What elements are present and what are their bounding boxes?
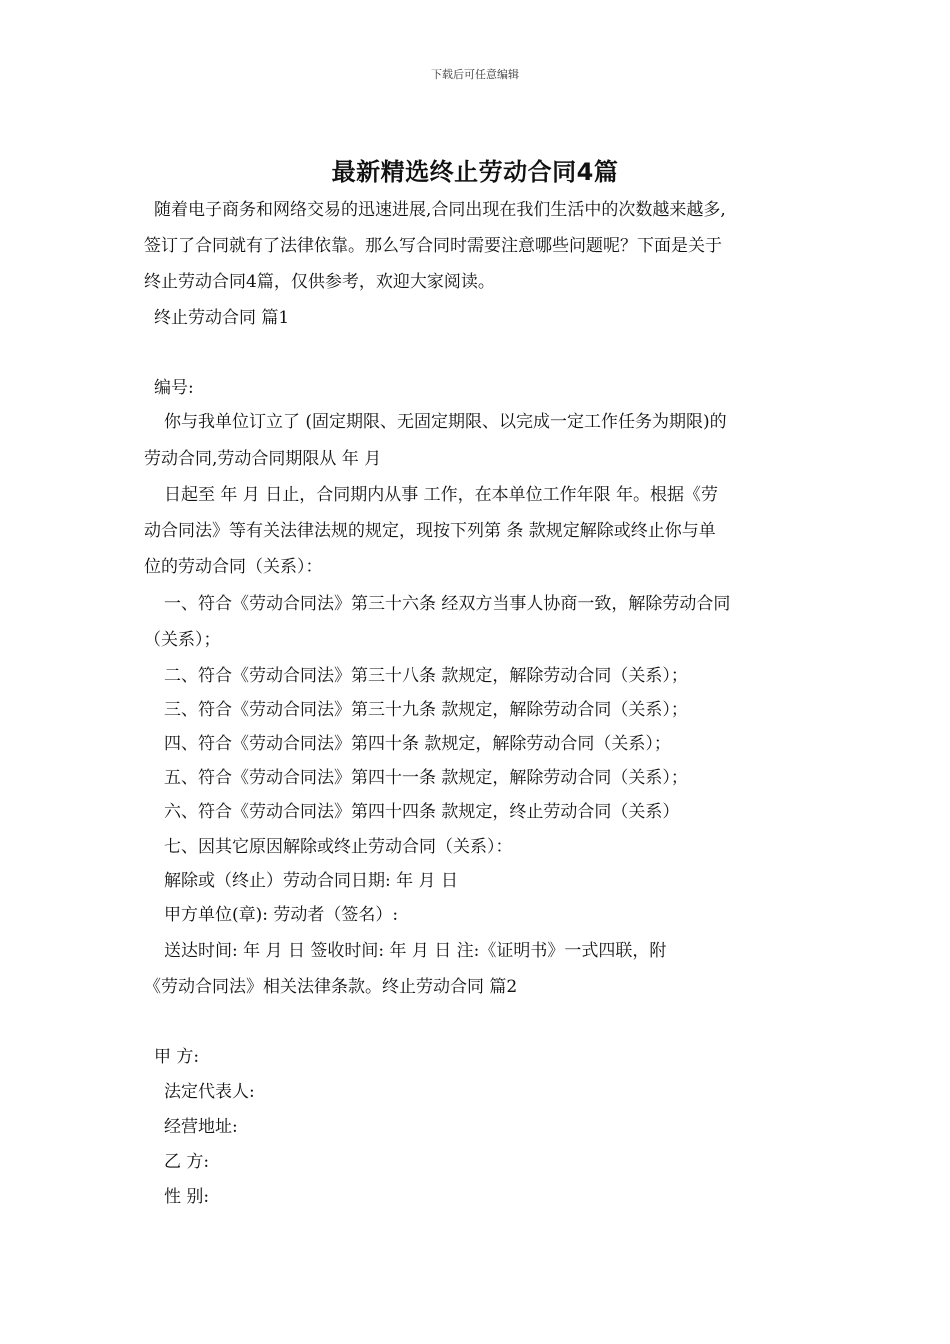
header-note: 下载后可任意编辑	[431, 68, 519, 81]
body-line: 动合同法》等有关法律法规的规定，现按下列第 条 款规定解除或终止你与单	[144, 521, 716, 541]
clause-item-3: 三、符合《劳动合同法》第三十九条 款规定，解除劳动合同（关系）；	[164, 700, 688, 720]
clause-item-1: 一、符合《劳动合同法》第三十六条 经双方当事人协商一致，解除劳动合同	[164, 594, 731, 614]
body-line: 位的劳动合同（关系）：	[144, 557, 323, 577]
document-title: 最新精选终止劳动合同4篇	[331, 158, 619, 186]
clause-item-2: 二、符合《劳动合同法》第三十八条 款规定，解除劳动合同（关系）；	[164, 666, 688, 686]
body-line: 劳动合同,劳动合同期限从 年 月	[144, 449, 382, 469]
section-heading-2-line: 《劳动合同法》相关法律条款。终止劳动合同 篇2	[144, 977, 518, 997]
intro-line-2: 签订了合同就有了法律依靠。那么写合同时需要注意哪些问题呢？下面是关于	[144, 236, 722, 256]
intro-line-3: 终止劳动合同4篇，仅供参考，欢迎大家阅读。	[144, 272, 495, 292]
termination-date-line: 解除或（终止）劳动合同日期: 年 月 日	[164, 871, 458, 891]
signature-line: 甲方单位(章): 劳动者（签名）:	[164, 905, 399, 925]
legal-rep-label: 法定代表人:	[164, 1082, 255, 1102]
gender-label: 性 别:	[164, 1187, 210, 1207]
business-address-label: 经营地址:	[164, 1117, 238, 1137]
intro-line-1: 随着电子商务和网络交易的迅速进展,合同出现在我们生活中的次数越来越多,	[154, 200, 726, 220]
delivery-line: 送达时间: 年 月 日 签收时间: 年 月 日 注:《证明书》一式四联，附	[164, 941, 667, 961]
clause-item-1-cont: （关系）；	[144, 630, 221, 650]
number-label: 编号:	[154, 378, 194, 398]
party-a-label: 甲 方:	[154, 1047, 200, 1067]
clause-item-5: 五、符合《劳动合同法》第四十一条 款规定，解除劳动合同（关系）；	[164, 768, 688, 788]
clause-item-6: 六、符合《劳动合同法》第四十四条 款规定，终止劳动合同（关系）	[164, 802, 680, 822]
clause-item-7: 七、因其它原因解除或终止劳动合同（关系）：	[164, 837, 513, 857]
body-line: 日起至 年 月 日止，合同期内从事 工作，在本单位工作年限 年。根据《劳	[164, 485, 719, 505]
party-b-label: 乙 方:	[164, 1152, 210, 1172]
section-heading-1: 终止劳动合同 篇1	[154, 308, 290, 328]
clause-item-4: 四、符合《劳动合同法》第四十条 款规定，解除劳动合同（关系）；	[164, 734, 671, 754]
body-line: 你与我单位订立了 (固定期限、无固定期限、以完成一定工作任务为期限)的	[164, 412, 727, 432]
